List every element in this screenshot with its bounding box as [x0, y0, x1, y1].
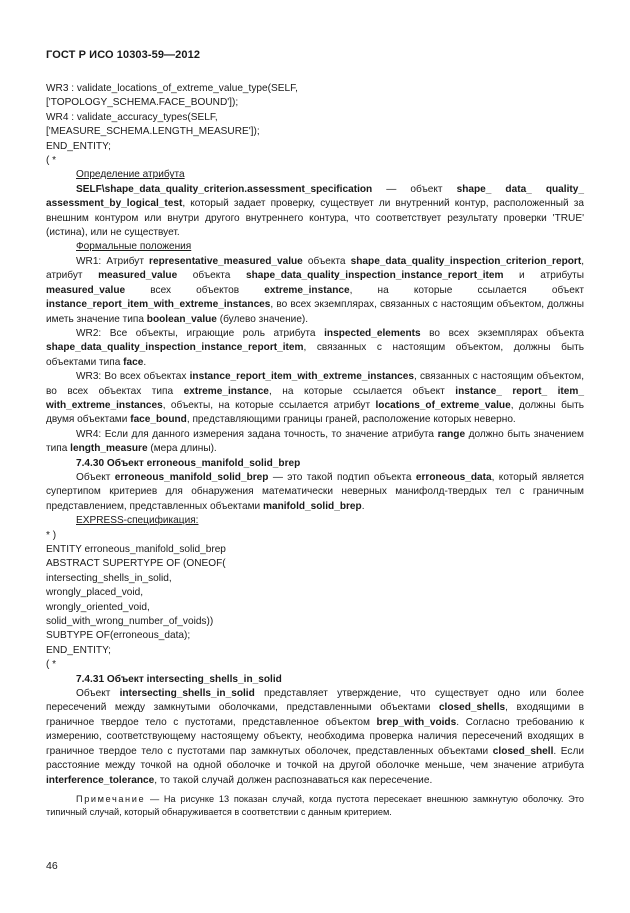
express-specification-heading: EXPRESS-спецификация:	[76, 515, 199, 527]
code-line: END_ENTITY;	[46, 140, 111, 152]
code-block-top	[46, 82, 584, 168]
code-line: WR3 : validate_locations_of_extreme_value_type(SELF,	[46, 83, 298, 94]
code-line: ['MEASURE_SCHEMA.LENGTH_MEASURE']);	[46, 126, 260, 138]
code-line: ENTITY erroneous_manifold_solid_brep	[46, 544, 226, 555]
code-block-express	[46, 529, 584, 673]
wr3-paragraph: WR3: Во всех объектах instance_report_item_with_extreme_instances, связанных с настоящим объектом, во всех объектах типа extreme_instance, на которые ссылается объект instance_ report_ item_ with_extreme_instances, объекты, на которые ссылается атрибут locations_of_extreme_value, должны быть двумя объектами face_bound, представляющими границы граней, расположение которых неверно.	[46, 371, 585, 426]
code-line: * )	[46, 529, 57, 541]
note-paragraph	[46, 793, 584, 819]
section-7-4-31-heading: 7.4.31 Объект intersecting_shells_in_solid	[76, 673, 282, 685]
wr1-paragraph: WR1: Атрибут representative_measured_value объекта shape_data_quality_inspection_criterion_report, атрибут measured_value объекта shape_data_quality_inspection_instance_report_item и атрибуты measured_value всех объектов extreme_instance, на которые ссылается объект instance_report_item_with_extreme_instances, во всех экземплярах, связанных с настоящим объектом, должны иметь значение типа boolean_value (булево значение).	[46, 255, 584, 325]
note-text: — На рисунке 13 показан случай, когда пустота пересекает внешнюю замкнутую оболочку. Это типичный случай, который обнаруживается в соответствии с данным критерием.	[46, 793, 584, 817]
section-7-4-30-heading: 7.4.30 Объект erroneous_manifold_solid_brep	[76, 457, 301, 469]
attribute-definition-heading: Определение атрибута	[76, 169, 185, 181]
code-line: solid_with_wrong_number_of_voids))	[46, 616, 214, 628]
code-line: ( *	[46, 659, 57, 671]
note-label: Примечание	[76, 793, 146, 804]
code-line: wrongly_placed_void,	[46, 587, 144, 599]
code-line: ABSTRACT SUPERTYPE OF (ONEOF(	[46, 558, 226, 570]
code-line: WR4 : validate_accuracy_types(SELF,	[46, 111, 218, 123]
page-body	[46, 82, 584, 819]
page-number: 46	[46, 860, 58, 872]
code-line: SUBTYPE OF(erroneous_data);	[46, 630, 191, 642]
code-line: intersecting_shells_in_solid,	[46, 572, 172, 584]
code-line: ( *	[46, 155, 57, 167]
formal-propositions-heading: Формальные положения	[76, 241, 192, 253]
page-header: ГОСТ Р ИСО 10303-59—2012	[46, 49, 201, 61]
section-7-4-31-paragraph: Объект intersecting_shells_in_solid представляет утверждение, что существует одно или более пересечений между замкнутыми оболочками, представленными объектами closed_shells, входящими в граничное твердое тело с пустотами, представленное объектом brep_with_voids. Согласно требованию к измерению, соответствующему настоящему объекту, необходима проверка наличия пересечений входящих в граничное твердое тело с пустотами пар замкнутых оболочек, представленных объектами closed_shell. Если расстояние между точкой на одной оболочке и точкой на другой оболочке меньше, чем значение атрибута interference_tolerance, то такой случай должен распознаваться как пересечение.	[46, 688, 584, 786]
attribute-definition-paragraph: SELF\shape_data_quality_criterion.assessment_specification — объект shape_ data_ quality_ assessment_by_logical_test, который задает проверку, существует ли внутренний контур, расположенный за внешним контуром или внутри другого внутреннего контура, что соответствует результату проверки 'TRUE' (истина), или не существует.	[46, 183, 584, 239]
wr2-paragraph: WR2: Все объекты, играющие роль атрибута inspected_elements во всех экземплярах объекта shape_data_quality_inspection_instance_report_item, связанных с настоящим объектом, должны быть объектами типа face.	[46, 327, 584, 368]
wr4-paragraph: WR4: Если для данного измерения задана точность, то значение атрибута range должно быть значением типа length_measure (мера длины).	[46, 428, 584, 455]
code-line: END_ENTITY;	[46, 644, 111, 656]
section-7-4-30-paragraph: Объект erroneous_manifold_solid_brep — это такой подтип объекта erroneous_data, который является супертипом критериев для обнаружения математически неверных манифолд-твердых тел с граничным представлением, представленных объектами manifold_solid_brep.	[46, 471, 584, 512]
code-line: wrongly_oriented_void,	[46, 601, 150, 613]
code-line: ['TOPOLOGY_SCHEMA.FACE_BOUND']);	[46, 97, 239, 109]
